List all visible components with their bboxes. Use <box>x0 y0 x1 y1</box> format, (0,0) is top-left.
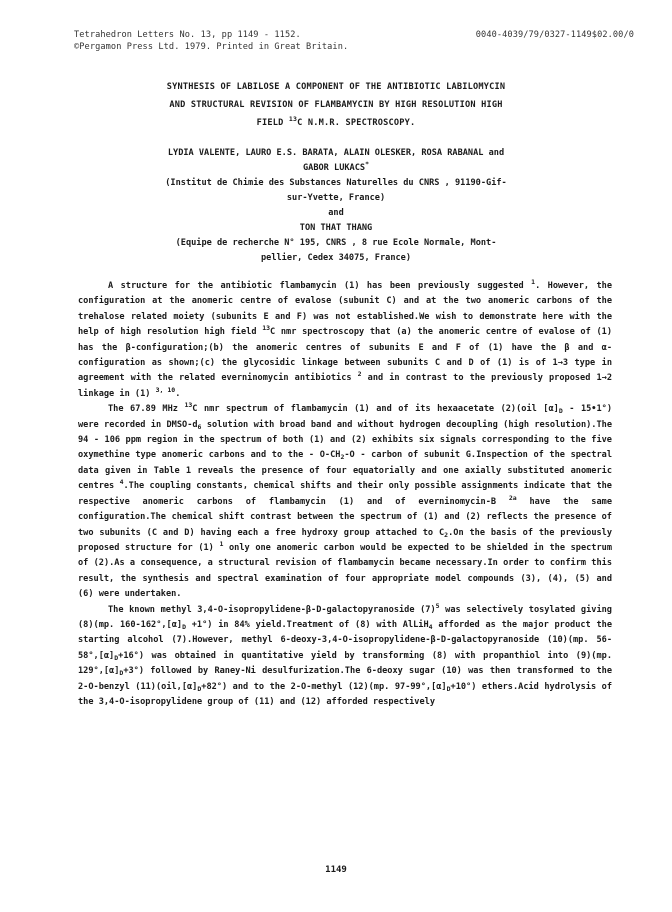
paragraph-3: The known methyl 3,4-O-isopropylidene-β-D-galactopyranoside $(7)^5$ was selectively tosylated giving (8)(mp. $160-162^\circ,[\alpha]_D +1^\circ$) in 84% yield.Treatment of (8) with AlLiH$_4$ afforded as the major product the starting alcohol (7).However, methyl 6-deoxy-3,4-O-isopropylidene-β-D-galactopyranoside (10)(mp. $56-58^\circ,[\alpha]_D+16^\circ$) was obtained in quantitative yield by transforming (8) with propanthiol into (9)(mp. $129^\circ,[\alpha]_D+3^\circ$) followed by Raney-Ni desulfurization.The 6-deoxy sugar (10) was then transformed to the 2-O-benzyl $(11)(oil,[\alpha]_D+82^\circ)$ and to the 2-O-methyl (12)(mp. $97-99^\circ,[\alpha]_D+10^\circ$) ethers.Acid hydrolysis of the 3,4-O-isopropylidene group of (11) and (12) afforded respectively <box>78 601 612 707</box>
paragraph-2: The 67.89 MHz $^{13}$C nmr spectrum of flambamycin (1) and of its hexaacetate (2)(oil $[\alpha]_D$ - 15•1°) were recorded in DMSO-$d_6$ solution with broad band and without hydrogen decoupling (high resolution).The 94 - 106 ppm region in the spectrum of both (1) and (2) exhibits six signals corresponding to the five oxymethine type anomeric carbons and to the - $O-CH_2-O$ - carbon of subunit G.Inspection of the spectral data given in Table 1 reveals the presence of four equatorially and one axially substituted anomeric centres $^4$.The coupling constants, chemical shifts and their only possible assignments indicate that the respective anomeric carbons of flambamycin (1) and of everninomycin-B $^{2a}$ have the same configuration.The chemical shift contrast between the spectrum of (1) and (2) reflects the presence of two subunits (C and D) having each a free hydroxy group attached to $C_2.On$ the basis of the previously proposed structure for (1) $^1$ only one anomeric carbon would be expected to be shielded in the spectrum of (2).As a consequence, a structural revision of flambamycin became necessary.In order to confirm this result, the synthesis and spectral examination of four appropriate model compounds (3), (4), (5) and (6) were undertaken. <box>78 401 613 600</box>
author-line: GABOR LUKACS* <box>302 160 369 173</box>
paper-title <box>78 78 594 132</box>
title-line: SYNTHESIS OF LABILOSE A COMPONENT OF THE ANTIBIOTIC LABILOMYCIN <box>166 82 506 92</box>
affiliation-line: (Institut de Chimie des Substances Naturelles du CNRS , 91190-Gif- <box>165 178 507 188</box>
author-line: LYDIA VALENTE, LAURO E.S. BARATA, ALAIN OLESKER, ROSA RABANAL and <box>167 148 505 158</box>
authors-block <box>78 146 594 266</box>
article-body <box>78 279 612 710</box>
journal-citation: Tetrahedron Letters No. 13, pp 1149 - 1152. <box>74 30 301 40</box>
page-number: 1149 <box>325 865 347 875</box>
title-line: FIELD $^{13}$C N.M.R. SPECTROSCOPY. <box>256 115 416 128</box>
doi-code: 0040-4039/79/0327-1149$02.00/0 <box>475 30 634 40</box>
affiliation-line: pellier, Cedex 34075, France) <box>260 253 412 263</box>
and-line: and <box>328 208 344 218</box>
journal-header <box>74 29 634 53</box>
copyright-line: ©Pergamon Press Ltd. 1979. Printed in Great Britain. <box>74 42 349 52</box>
paragraph-1: A structure for the antibiotic flambamycin (1) has been previously suggested $^1$. However, the configuration at the anomeric centre of evalose (subunit C) and at the two anomeric carbons of the trehalose related moiety (subunits E and F) was not established.We wish to demonstrate here with the help of high resolution high field $^{13}$C nmr spectroscopy that (a) the anomeric centre of evalose of (1) has the β-configuration;(b) the anomeric centres of subunits E and F of (1) have the β and α-configuration as shown;(c) the glycosidic linkage between subunits C and D of (1) is of 1→3 type in agreement with the related everninomycin antibiotics $^2$ and in contrast to the previously proposed 1→2 linkage in (1) $^{3, 10}$. <box>78 278 612 399</box>
title-line: AND STRUCTURAL REVISION OF FLAMBAMYCIN BY HIGH RESOLUTION HIGH <box>169 100 503 110</box>
author-line: TON THAT THANG <box>299 223 373 233</box>
affiliation-line: sur-Yvette, France) <box>286 193 386 203</box>
affiliation-line: (Equipe de recherche N° 195, CNRS , 8 rue Ecole Normale, Mont- <box>175 238 497 248</box>
